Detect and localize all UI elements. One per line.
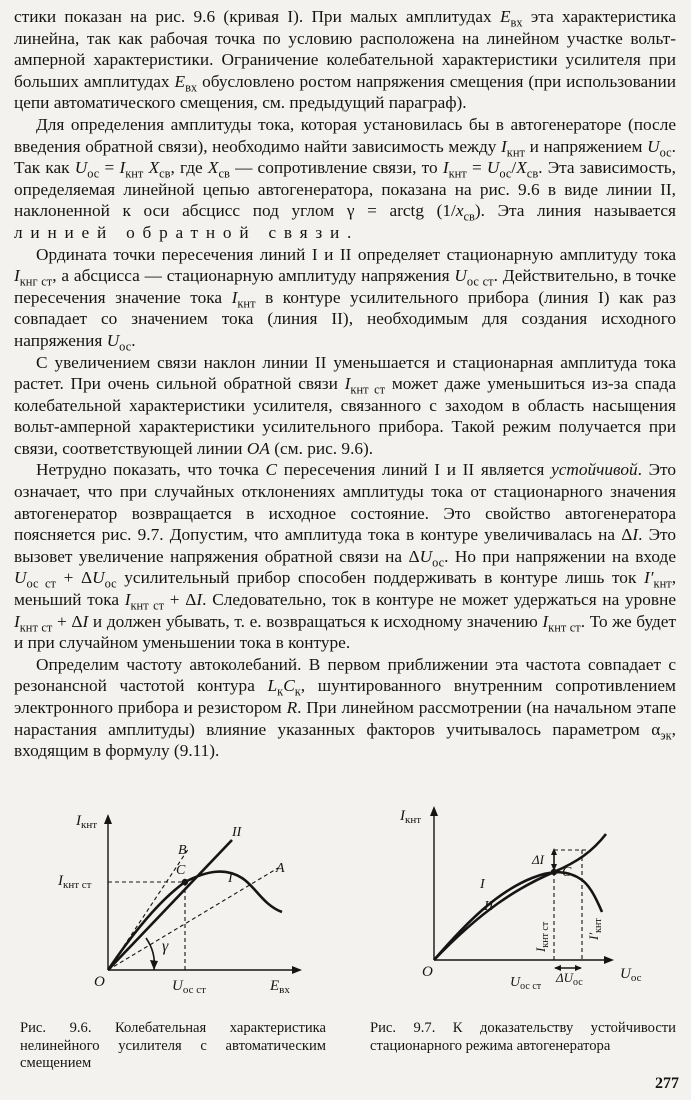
text-segment: в контуре усилительного прибора (линия I) как раз совпадает со значением тока (линия II), необходимым для создания исходного напряжения bbox=[14, 287, 676, 350]
fig2-line-ii bbox=[434, 834, 606, 960]
text-segment: св bbox=[526, 166, 539, 181]
text-segment: кнт bbox=[506, 145, 525, 160]
text-segment: С увеличением связи наклон линии II уменьшается и стационарная амплитуда тока растет. При очень сильной обратной связи bbox=[14, 352, 676, 394]
figure-9-7-caption: Рис. 9.7. К доказательству устойчивости стационарного режима автогенератора bbox=[370, 1020, 676, 1054]
fig2-delta-i-arrow-up bbox=[551, 848, 557, 855]
text-segment: , где bbox=[170, 158, 208, 178]
paragraph-3 bbox=[14, 244, 676, 352]
text-segment: U bbox=[454, 266, 467, 286]
text-segment: = bbox=[99, 158, 120, 178]
text-segment: кнт ст bbox=[350, 382, 386, 397]
text-segment: ос ст bbox=[26, 576, 56, 591]
text-segment: кнт bbox=[653, 576, 672, 591]
text-segment: = bbox=[466, 158, 487, 178]
text-segment: I bbox=[231, 287, 238, 307]
fig1-ust-label: $U_{ос ст}$ bbox=[172, 978, 206, 996]
figure-9-6-caption: Рис. 9.6. Колебательная характеристика нелинейного усилителя с автоматическим смещением bbox=[20, 1020, 326, 1071]
text-segment: , входящим в формулу (9.11). bbox=[14, 719, 676, 761]
text-segment: к bbox=[277, 684, 284, 699]
text-segment: линией обратной связи bbox=[14, 222, 348, 242]
text-segment: может даже уменьшиться из-за спада колебательной характеристики усилителя, связанного с заходом в область насыщения вольт-амперной характеристики усилительного прибора. Такой режим получается при связи, соответствующей линии bbox=[14, 374, 676, 458]
text-segment: кнт bbox=[237, 296, 256, 311]
fig1-x-arrow bbox=[292, 966, 302, 974]
text-segment: . То же будет и при случайном уменьшении тока в контуре. bbox=[14, 611, 677, 653]
paragraph-1 bbox=[14, 6, 676, 114]
text-segment: E bbox=[174, 71, 186, 91]
fig2-point-c bbox=[551, 869, 557, 875]
fig1-ist-label: $I_{кнт ст}$ bbox=[58, 873, 92, 891]
text-segment: кнт bbox=[448, 166, 467, 181]
fig1-origin-label: O bbox=[94, 974, 105, 990]
text-segment: . Действительно, в точке пересечения значение тока bbox=[14, 266, 676, 307]
text-segment: + Δ bbox=[164, 590, 197, 610]
text-segment: обусловлено ростом напряжения смещения (при использовании цепи автоматического смещения, см. предыдущий параграф). bbox=[14, 71, 676, 113]
text-segment: I bbox=[442, 158, 449, 178]
text-segment: кнт ст bbox=[548, 620, 581, 635]
text-segment: кнт ст bbox=[130, 598, 165, 613]
fig2-y-label: $I_{кнт}$ bbox=[400, 808, 422, 826]
text-segment: I bbox=[632, 525, 639, 545]
text-segment: св bbox=[463, 209, 475, 224]
fig1-x-label: $E_{вх}$ bbox=[270, 978, 290, 996]
text-segment: св bbox=[159, 166, 171, 181]
text-segment: ос ст bbox=[466, 274, 494, 289]
fig2-ust-label: $U_{ос ст}$ bbox=[510, 975, 542, 992]
text-segment: устойчивой bbox=[551, 460, 638, 480]
text-segment: + Δ bbox=[52, 611, 83, 631]
fig1-line-oa bbox=[108, 868, 278, 970]
fig1-point-c bbox=[182, 879, 188, 885]
text-segment: пересечения линий I и II является bbox=[277, 460, 552, 480]
text-segment: Для определения амплитуды тока, которая установилась бы в автогенераторе (после введения обратной связи), необходимо найти зависимость между bbox=[14, 114, 676, 156]
text-segment: I bbox=[542, 611, 549, 631]
text-segment: L bbox=[267, 676, 278, 696]
text-segment: кнт bbox=[125, 166, 144, 181]
text-segment: OA bbox=[246, 438, 270, 458]
text-segment: I bbox=[14, 611, 20, 631]
text-segment: ос bbox=[432, 555, 445, 570]
fig1-ii-label: II bbox=[232, 825, 242, 840]
fig1-a-label: A bbox=[276, 861, 285, 876]
text-segment: . Это означает, что при случайных отклонениях амплитуды тока от стационарного значения автогенератор возвращается в исходное состояние. Это свойство автогенератора поясняется рис. 9.7. Допустим, что амплитуда тока в контуре увеличивалась на Δ bbox=[14, 460, 676, 545]
text-segment: ос bbox=[87, 166, 100, 181]
text-segment: кнт ст bbox=[19, 620, 53, 635]
text-segment: , шунтированного внутренним сопротивлением электронного прибора и резистором bbox=[14, 676, 676, 717]
text-segment: + Δ bbox=[55, 568, 93, 588]
figure-9-7 bbox=[392, 800, 662, 1000]
page-number: 277 bbox=[655, 1075, 679, 1092]
text-segment: I bbox=[119, 158, 126, 178]
text-segment: U bbox=[419, 546, 433, 566]
text-segment: и должен убывать, т. е. возвращаться к исходному значению bbox=[88, 611, 543, 631]
text-segment: E bbox=[499, 7, 511, 26]
text-segment: усилительный прибор способен поддерживать в контуре лишь ток bbox=[116, 568, 644, 588]
text-segment: вх bbox=[185, 80, 198, 95]
fig1-curve-i bbox=[108, 872, 282, 970]
figure-9-7-plot bbox=[392, 800, 662, 1000]
text-segment: C bbox=[283, 676, 295, 696]
text-segment: (см. рис. 9.6). bbox=[269, 438, 374, 458]
text-segment: I bbox=[196, 590, 203, 610]
fig1-y-label: $I_{кнт}$ bbox=[76, 813, 98, 831]
text-segment: ос bbox=[499, 166, 512, 181]
figure-9-6 bbox=[50, 810, 340, 1010]
fig2-curve-i bbox=[434, 872, 602, 960]
fig2-origin-label: O bbox=[422, 964, 433, 980]
text-segment: I bbox=[501, 136, 507, 156]
text-segment: — сопротивление связи, то bbox=[229, 158, 443, 178]
text-segment: св bbox=[218, 166, 230, 181]
text-segment: . bbox=[131, 330, 136, 350]
body-text bbox=[14, 6, 676, 762]
text-segment: U bbox=[486, 158, 500, 178]
paragraph-2 bbox=[14, 114, 676, 244]
text-segment: U bbox=[14, 568, 27, 588]
text-segment: / bbox=[511, 158, 517, 178]
text-segment: C bbox=[265, 460, 278, 480]
text-segment: ос bbox=[119, 339, 132, 354]
text-segment: ос bbox=[659, 145, 672, 160]
fig1-gamma-label: γ bbox=[162, 938, 169, 955]
fig1-b-label: B bbox=[178, 843, 187, 858]
text-segment: I bbox=[14, 266, 20, 286]
text-segment: . bbox=[347, 222, 352, 242]
fig2-delta-i-label: ΔI bbox=[532, 852, 544, 867]
fig2-c-label: C bbox=[562, 865, 572, 880]
text-segment: U bbox=[106, 330, 120, 350]
fig2-x-label: $U_{ос}$ bbox=[620, 966, 642, 984]
text-segment: к bbox=[294, 684, 301, 699]
text-segment: Нетрудно показать, что точка bbox=[36, 460, 266, 480]
text-segment: кнг ст bbox=[19, 274, 53, 289]
fig1-gamma-arrow bbox=[150, 960, 158, 970]
paragraph-4 bbox=[14, 352, 676, 460]
text-segment: R bbox=[286, 698, 298, 717]
text-segment: I′ bbox=[644, 568, 654, 588]
text-segment: эк bbox=[660, 728, 672, 743]
text-segment: Ордината точки пересечения линий I и II определяет стационарную амплитуду тока bbox=[36, 244, 676, 264]
fig2-ist-label: $I_{кнт ст}$ bbox=[533, 921, 551, 952]
text-segment: вх bbox=[510, 15, 523, 30]
fig1-line-ii bbox=[108, 840, 232, 970]
text-segment: x bbox=[455, 201, 464, 221]
fig2-y-arrow bbox=[430, 806, 438, 816]
fig1-i-label: I bbox=[228, 871, 233, 886]
fig2-iprime-label: $I'_{кнт}$ bbox=[586, 918, 604, 940]
text-segment: I bbox=[82, 611, 89, 631]
text-segment: X bbox=[516, 158, 527, 178]
fig2-delta-u-arrow-r bbox=[575, 965, 582, 971]
fig2-i-label: I bbox=[480, 877, 485, 892]
paragraph-6 bbox=[14, 654, 676, 762]
fig2-delta-u-label: $\Delta U_{ос}$ bbox=[556, 970, 583, 988]
text-segment: U bbox=[647, 136, 660, 156]
text-segment: . При линейном рассмотрении (на начальном этапе нарастания амплитуды) влияние указанных факторов учитывалось параметром α bbox=[14, 698, 677, 739]
text-segment: . Но при напряжении на входе bbox=[444, 546, 677, 566]
text-segment: , а абсцисса — стационарную амплитуду напряжения bbox=[52, 266, 455, 286]
text-segment: и напряжением bbox=[524, 136, 648, 156]
text-segment: . Следовательно, ток в контуре не может удержаться на уровне bbox=[202, 590, 677, 610]
text-segment: I bbox=[124, 590, 131, 610]
fig1-y-arrow bbox=[104, 814, 112, 824]
text-segment: ). Эта линия называется bbox=[474, 201, 676, 221]
text-segment: ос bbox=[104, 576, 117, 591]
figure-9-6-plot bbox=[50, 810, 340, 1010]
fig1-c-label: C bbox=[176, 863, 186, 878]
text-segment: U bbox=[74, 158, 88, 178]
text-segment: . Так как bbox=[14, 136, 676, 178]
text-segment: . Эта зависимость, определяемая линейной цепью автогенератора, показана на рис. 9.6 в виде линии II, наклоненной к оси абсцисс под углом γ = arctg (1/ bbox=[14, 158, 676, 221]
fig2-ii-label: II bbox=[484, 899, 494, 914]
text-segment: стики показан на рис. 9.6 (кривая I). При малых амплитудах bbox=[14, 7, 500, 26]
text-segment: Определим частоту автоколебаний. В первом приближении эта частота совпадает с резонансной частотой контура bbox=[14, 654, 676, 696]
fig2-x-arrow bbox=[604, 956, 614, 964]
text-segment: . Это вызовет увеличение напряжения обратной связи на Δ bbox=[14, 525, 676, 566]
text-segment: I bbox=[344, 374, 351, 394]
text-segment: эта характеристика линейна, так как рабочая точка по условию расположена на линейном участке вольт-амперной характеристики. Ограничение колебательной характеристики усилителя при больших амплитудах bbox=[14, 7, 676, 91]
paragraph-5 bbox=[14, 459, 676, 653]
text-segment: , меньший тока bbox=[14, 568, 677, 610]
text-segment: U bbox=[92, 568, 105, 588]
text-segment: X bbox=[207, 158, 219, 178]
text-segment: X bbox=[148, 158, 160, 178]
